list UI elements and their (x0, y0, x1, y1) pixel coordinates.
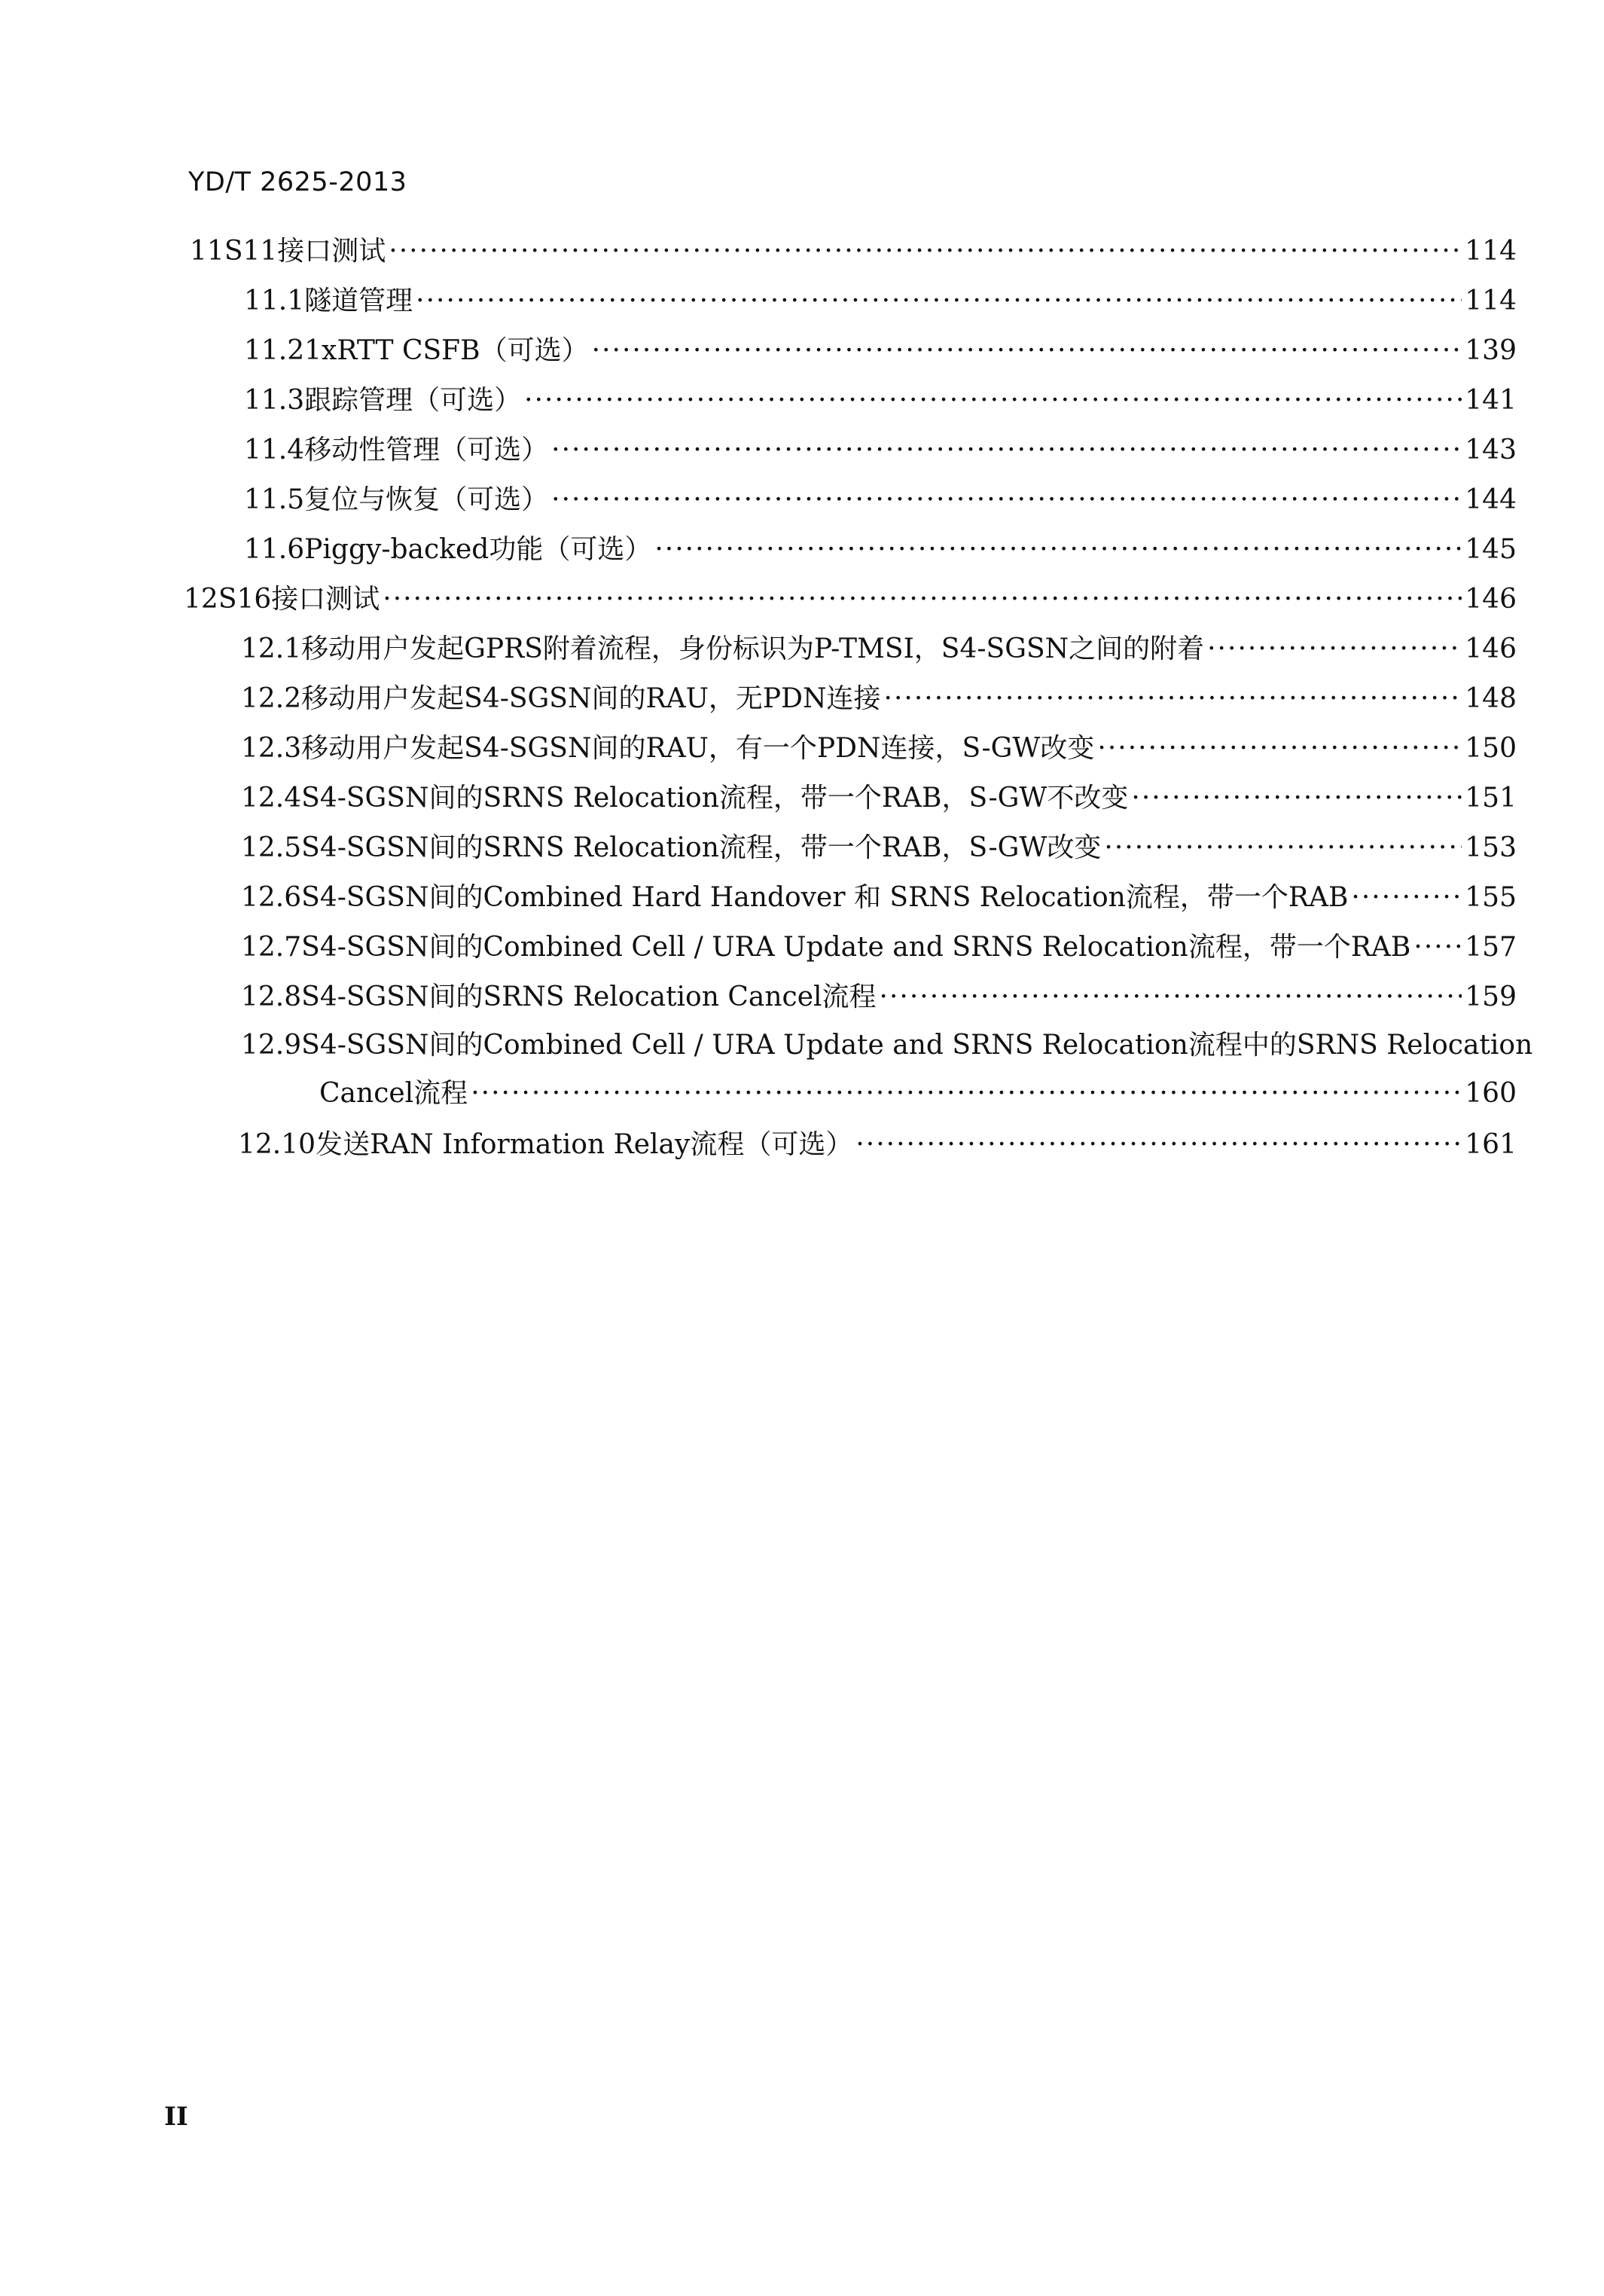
dot-leader (1104, 832, 1462, 865)
toc-entry-12-9[interactable] (241, 1029, 1533, 1109)
toc-entry-title: S4-SGSN间的SRNS Relocation流程，带一个RAB，S-GW不改变 (301, 783, 1129, 814)
dot-leader (551, 434, 1462, 467)
toc-entry-page: 145 (1465, 534, 1517, 565)
toc-entry-number: 12.6 (241, 882, 302, 913)
toc-entry-page: 143 (1465, 435, 1517, 466)
toc-entry-number: 11.5 (244, 484, 305, 515)
toc-entry-page: 160 (1465, 1078, 1517, 1109)
toc-entry-12[interactable] (184, 583, 1517, 616)
toc-entry-title: 1xRTT CSFB（可选） (304, 335, 589, 366)
toc-entry-page: 141 (1465, 385, 1517, 416)
toc-entry-number: 11.4 (244, 435, 305, 466)
toc-entry-12-2[interactable] (241, 682, 1517, 716)
toc-entry-11-2[interactable] (244, 334, 1517, 368)
toc-entry-continuation (319, 1077, 1517, 1110)
toc-entry-page: 114 (1465, 236, 1517, 267)
toc-entry-title: 移动性管理（可选） (304, 435, 549, 466)
toc-entry-number: 12.8 (241, 982, 302, 1012)
dot-leader (524, 384, 1462, 417)
toc-entry-title: Piggy-backed功能（可选） (304, 534, 652, 565)
toc-entry-page: 157 (1465, 932, 1517, 963)
toc-entry-title: 移动用户发起S4-SGSN间的RAU，有一个PDN连接，S-GW改变 (301, 733, 1095, 764)
toc-entry-number: 12.3 (241, 733, 302, 764)
toc-entry-number: 12.7 (241, 932, 302, 963)
dot-leader (1131, 782, 1462, 815)
toc-entry-number: 12.1 (241, 634, 302, 664)
toc-entry-number: 12.4 (241, 783, 302, 814)
toc-entry-11-4[interactable] (244, 434, 1517, 467)
toc-entry-number: 12.9 (241, 1030, 302, 1061)
toc-entry-12-3[interactable] (241, 732, 1517, 765)
dot-leader (471, 1077, 1462, 1110)
toc-entry-12-1[interactable] (241, 633, 1517, 666)
toc-entry-12-5[interactable] (241, 832, 1517, 865)
toc-entry-page: 146 (1465, 584, 1517, 615)
toc-entry-11-1[interactable] (244, 285, 1517, 318)
toc-entry-page: 161 (1465, 1129, 1517, 1160)
dot-leader (389, 235, 1462, 268)
dot-leader (1351, 881, 1462, 914)
toc-entry-11[interactable] (190, 235, 1517, 268)
toc-entry-title: 移动用户发起GPRS附着流程，身份标识为P-TMSI，S4-SGSN之间的附着 (301, 634, 1205, 664)
toc-entry-title: S11接口测试 (224, 236, 386, 267)
toc-entry-page: 155 (1465, 882, 1517, 913)
toc-entry-number: 12.10 (238, 1129, 316, 1160)
toc-entry-number: 11.2 (244, 335, 305, 366)
toc-entry-title: S4-SGSN间的Combined Hard Handover 和 SRNS Relocation流程，带一个RAB (301, 882, 1349, 913)
toc-entry-title: S4-SGSN间的SRNS Relocation流程，带一个RAB，S-GW改变 (301, 832, 1102, 863)
dot-leader (880, 981, 1462, 1014)
dot-leader (551, 484, 1462, 517)
dot-leader (1097, 732, 1462, 765)
toc-entry-11-3[interactable] (244, 384, 1517, 417)
dot-leader (1413, 931, 1462, 964)
dot-leader (1207, 633, 1462, 666)
toc-entry-number: 11.6 (244, 534, 305, 565)
toc-entry-title: 跟踪管理（可选） (304, 385, 522, 416)
toc-entry-first-line (241, 1029, 1533, 1062)
toc-entry-number: 11.3 (244, 385, 305, 416)
toc-entry-page: 146 (1465, 634, 1517, 664)
toc-entry-page: 150 (1465, 733, 1517, 764)
dot-leader (855, 1128, 1462, 1162)
toc-entry-number: 11 (190, 236, 224, 267)
toc-entry-title: 隧道管理 (304, 285, 413, 316)
toc-entry-title-continued: Cancel流程 (319, 1078, 468, 1109)
dot-leader (654, 533, 1462, 566)
toc-entry-number: 12.5 (241, 832, 302, 863)
toc-entry-page: 144 (1465, 484, 1517, 515)
toc-entry-title: S4-SGSN间的Combined Cell / URA Update and SRNS Relocation流程中的SRNS Relocation (301, 1030, 1533, 1061)
toc-entry-number: 12.2 (241, 683, 302, 714)
toc-entry-page: 148 (1465, 683, 1517, 714)
toc-entry-page: 151 (1465, 783, 1517, 814)
dot-leader (592, 334, 1462, 368)
toc-entry-title: S4-SGSN间的Combined Cell / URA Update and SRNS Relocation流程，带一个RAB (301, 932, 1411, 963)
standard-number-header: YD/T 2625-2013 (188, 167, 407, 197)
dot-leader (884, 682, 1462, 716)
toc-entry-page: 159 (1465, 982, 1517, 1012)
toc-entry-12-4[interactable] (241, 782, 1517, 815)
dot-leader (416, 285, 1462, 318)
toc-entry-12-10[interactable] (238, 1128, 1517, 1162)
toc-entry-title: 移动用户发起S4-SGSN间的RAU，无PDN连接 (301, 683, 881, 714)
toc-entry-number: 12 (184, 584, 218, 615)
toc-entry-11-5[interactable] (244, 484, 1517, 517)
toc-entry-page: 114 (1465, 285, 1517, 316)
toc-entry-12-8[interactable] (241, 981, 1517, 1014)
dot-leader (383, 583, 1462, 616)
toc-entry-title: 发送RAN Information Relay流程（可选） (316, 1129, 853, 1160)
toc-entry-page: 153 (1465, 832, 1517, 863)
toc-entry-11-6[interactable] (244, 533, 1517, 566)
toc-entry-title: 复位与恢复（可选） (304, 484, 549, 515)
toc-entry-12-7[interactable] (241, 931, 1517, 964)
toc-entry-12-6[interactable] (241, 881, 1517, 914)
toc-entry-number: 11.1 (244, 285, 305, 316)
page-number-roman: II (164, 2102, 188, 2132)
toc-entry-title: S16接口测试 (218, 584, 380, 615)
toc-entry-title: S4-SGSN间的SRNS Relocation Cancel流程 (301, 982, 877, 1012)
toc-entry-page: 139 (1465, 335, 1517, 366)
